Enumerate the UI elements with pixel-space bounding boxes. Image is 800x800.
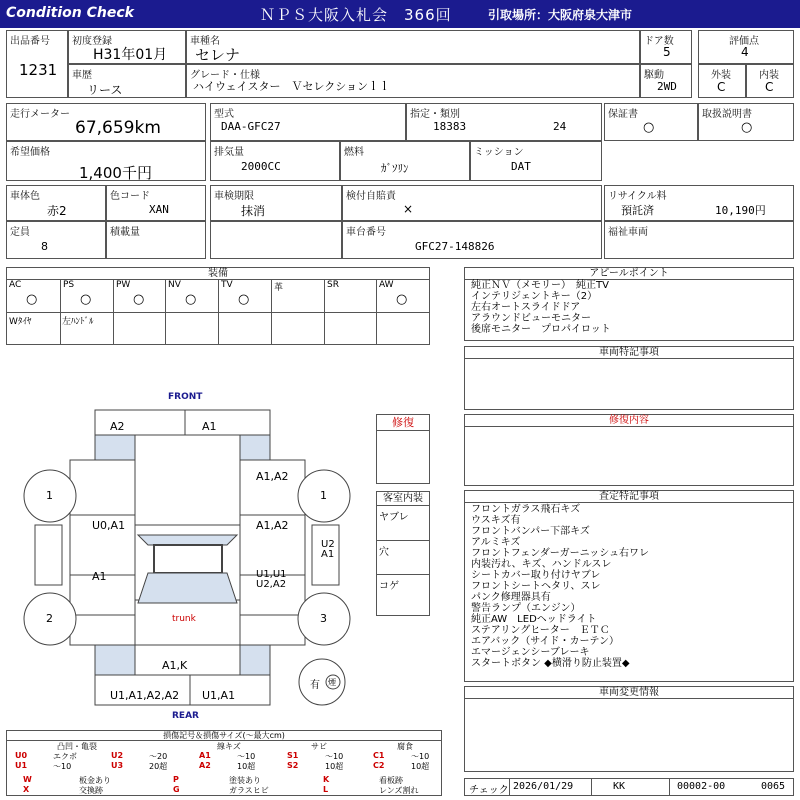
inspection-label: 車検期限 xyxy=(214,191,254,202)
mark-right-rear-door: U1,U1 U2,A2 xyxy=(256,569,287,590)
appeal-panel xyxy=(464,267,794,341)
mark-right-rail: U2 A1 xyxy=(321,539,335,560)
mark-wheel-front-right: 1 xyxy=(320,489,327,502)
blank-box xyxy=(210,221,342,259)
equipment-col-mark: ○ xyxy=(133,292,145,307)
first-registration-value: H31年01月 xyxy=(93,47,168,63)
legend-code: U3 xyxy=(111,761,124,770)
damage-legend xyxy=(6,730,442,796)
welfare-label: 福祉車両 xyxy=(608,227,648,238)
mission-label: ミッション xyxy=(474,147,524,158)
inspection-note-line: アルミキズ xyxy=(471,537,521,548)
welfare-box xyxy=(604,221,794,259)
legend-size: 〜10 xyxy=(53,762,72,771)
first-registration-label: 初度登録 xyxy=(72,36,112,47)
mark-front-bumper-right: A1 xyxy=(202,420,217,433)
capacity-label: 定員 xyxy=(10,227,30,238)
legend-size: 10超 xyxy=(325,762,344,771)
legend-code: G xyxy=(173,785,180,794)
inspection-note-line: フロントガラス飛石キズ xyxy=(471,504,581,515)
drive-label: 駆動 xyxy=(644,70,664,81)
recycle-status: 預託済 xyxy=(621,204,654,217)
car-name-value: セレナ xyxy=(195,46,241,64)
inspection-value: 抹消 xyxy=(241,204,266,218)
equipment-col-label: PW xyxy=(116,280,131,290)
special-notes-panel xyxy=(464,346,794,410)
legend-code: U2 xyxy=(111,751,124,760)
mark-left-rear-door: A1 xyxy=(92,570,107,583)
grade-label: グレード・仕様 xyxy=(190,70,260,81)
legend-group-corrosion: 腐食 xyxy=(397,742,413,751)
legend-code: A2 xyxy=(199,761,211,770)
equipment-col-mark: ○ xyxy=(238,292,250,307)
body-color-box xyxy=(6,185,106,221)
appeal-line: 後席モニター プロパイロット xyxy=(471,324,611,335)
front-label: FRONT xyxy=(168,392,203,402)
cabin-box-title: 客室内装 xyxy=(377,492,429,506)
mission-box xyxy=(470,141,602,181)
warranty-label: 保証書 xyxy=(608,109,638,120)
inspection-notes-panel xyxy=(464,490,794,682)
legend-meaning: ガラスヒビ xyxy=(229,786,269,795)
check-date: 2026/01/29 xyxy=(513,781,574,792)
appeal-line: 左右オートスライドドア xyxy=(471,302,581,313)
repair-content-title: 修復内容 xyxy=(465,415,793,427)
exterior-value: C xyxy=(717,80,726,94)
smoke-icon: 煙 xyxy=(328,678,336,687)
legend-code: P xyxy=(173,775,179,784)
score-value: 4 xyxy=(741,45,749,59)
fuel-box xyxy=(340,141,470,181)
designation-value-2: 24 xyxy=(553,120,567,133)
legend-code: U0 xyxy=(15,751,28,760)
legend-code: W xyxy=(23,775,32,784)
legend-group-scratch: 線キズ xyxy=(217,742,241,751)
mark-right-front-fender: A1,A2 xyxy=(256,470,289,483)
mileage-label: 走行メーター xyxy=(10,109,70,120)
equipment-left-handle: 左ﾊﾝﾄﾞﾙ xyxy=(62,317,94,327)
inspection-note-line: 内装汚れ、キズ、ハンドルスレ xyxy=(471,559,612,570)
doors-label: ドア数 xyxy=(644,36,674,47)
history-value: リース xyxy=(87,83,123,97)
score-box xyxy=(698,30,794,64)
legend-size: 10超 xyxy=(411,762,430,771)
manual-label: 取扱説明書 xyxy=(702,109,752,120)
legend-title: 損傷記号＆損傷サイズ(〜最大cm) xyxy=(7,731,441,741)
liability-value: × xyxy=(403,202,414,216)
capacity-value: 8 xyxy=(41,240,48,253)
liability-box xyxy=(342,185,602,221)
legend-size: 〜20 xyxy=(149,752,168,761)
history-label: 車歴 xyxy=(72,70,92,81)
score-label: 評価点 xyxy=(729,36,759,47)
cabin-item-burn: コゲ xyxy=(379,581,399,592)
equipment-col-1 xyxy=(60,280,113,312)
appeal-line: 純正ＮＶ（メモリー） 純正TV xyxy=(471,280,609,291)
repair-box xyxy=(376,414,430,484)
inspection-note-line: スタートボタン ◆横滑り防止装置◆ xyxy=(471,658,630,669)
inspection-note-line: エマージェンシーブレーキ xyxy=(471,647,590,658)
mileage-value: 67,659km xyxy=(75,118,161,138)
mark-right-front-door: A1,A2 xyxy=(256,519,289,532)
grade-value: ハイウェイスター Ｖセレクションｌｌ xyxy=(193,80,391,93)
appeal-line: アラウンドビューモニター xyxy=(471,313,591,324)
equipment-col-mark: ○ xyxy=(396,292,408,307)
color-code-value: XAN xyxy=(149,203,169,216)
chassis-value: GFC27-148826 xyxy=(415,240,495,253)
mark-front-bumper-left: A2 xyxy=(110,420,125,433)
equipment-col-label: PS xyxy=(63,280,75,290)
rear-label: REAR xyxy=(172,711,199,721)
capacity-box xyxy=(6,221,106,259)
equipment-title: 装備 xyxy=(7,268,429,280)
car-name-box xyxy=(186,30,640,64)
recycle-label: リサイクル料 xyxy=(608,191,667,202)
lot-number-box xyxy=(6,30,68,98)
footer-code-2: 0065 xyxy=(761,781,786,792)
body-color-value: 赤2 xyxy=(47,204,67,218)
equipment-col-2 xyxy=(113,280,166,312)
manual-box xyxy=(698,103,794,141)
body-color-label: 車体色 xyxy=(10,191,40,202)
mark-wheel-rear-right: 3 xyxy=(320,612,327,625)
exterior-label: 外装 xyxy=(711,70,731,81)
first-registration-box xyxy=(68,30,186,64)
price-label: 希望価格 xyxy=(10,147,50,158)
equipment-col-label: TV xyxy=(221,280,233,290)
legend-code: U1 xyxy=(15,761,28,770)
drive-value: 2WD xyxy=(657,80,677,93)
lot-number-label: 出品番号 xyxy=(10,36,50,47)
mark-wheel-rear-left: 2 xyxy=(46,612,53,625)
displacement-label: 排気量 xyxy=(214,147,244,158)
interior-value: C xyxy=(765,80,774,94)
legend-size: 20超 xyxy=(149,762,168,771)
drive-box xyxy=(640,64,692,98)
inspection-note-line: ウスキズ有 xyxy=(471,515,521,526)
inspection-note-line: 純正AW LEDヘッドライト xyxy=(471,614,597,625)
appeal-title: アピールポイント xyxy=(465,268,793,280)
mileage-box xyxy=(6,103,206,141)
legend-code: S1 xyxy=(287,751,299,760)
legend-size: 〜10 xyxy=(325,752,344,761)
inspection-notes-title: 査定特記事項 xyxy=(465,491,793,503)
designation-box xyxy=(406,103,602,141)
special-notes-title: 車両特記事項 xyxy=(465,347,793,359)
legend-code: X xyxy=(23,785,30,794)
mark-left-front-door: U0,A1 xyxy=(92,519,126,532)
inspection-note-line: シートカバー取り付けヤブレ xyxy=(471,570,601,581)
equipment-col-5 xyxy=(271,280,324,312)
equipment-col-label: 革 xyxy=(274,283,284,293)
inspection-note-line: フロントシートヘタリ、スレ xyxy=(471,581,601,592)
equipment-w-tire: Wﾀｲﾔ xyxy=(9,317,32,327)
load-label: 積載量 xyxy=(110,227,140,238)
smoke-label: 有 xyxy=(310,680,320,691)
chassis-label: 車台番号 xyxy=(346,227,386,238)
load-box xyxy=(106,221,206,259)
legend-code: C2 xyxy=(373,761,385,770)
doors-box xyxy=(640,30,692,64)
legend-meaning: 塗装あり xyxy=(229,776,261,785)
legend-code: L xyxy=(323,785,329,794)
legend-meaning: 看板跡 xyxy=(379,776,403,785)
mission-value: DAT xyxy=(511,160,531,173)
model-box xyxy=(210,103,406,141)
legend-size: 10超 xyxy=(237,762,256,771)
equipment-col-label: SR xyxy=(327,280,339,290)
equipment-col-label: NV xyxy=(168,280,181,290)
legend-size: 〜10 xyxy=(411,752,430,761)
liability-label: 検付自賠責 xyxy=(346,191,396,202)
manual-value: ○ xyxy=(741,120,753,135)
footer-bar xyxy=(464,778,794,796)
legend-code: C1 xyxy=(373,751,385,760)
equipment-col-6 xyxy=(324,280,377,312)
model-value: DAA-GFC27 xyxy=(221,120,281,133)
model-label: 型式 xyxy=(214,109,234,120)
equipment-col-mark: ○ xyxy=(80,292,92,307)
lot-number-value: 1231 xyxy=(19,61,58,79)
legend-code: K xyxy=(323,775,330,784)
inspection-note-line: パンク修理器具有 xyxy=(471,592,551,603)
inspection-box xyxy=(210,185,342,221)
legend-meaning: レンズ割れ xyxy=(379,786,419,795)
checker: KK xyxy=(613,781,626,792)
legend-code: S2 xyxy=(287,761,299,770)
auction-title: ＮＰＳ大阪入札会 366回 xyxy=(260,6,452,24)
condition-check-title: Condition Check xyxy=(6,5,134,21)
legend-code: A1 xyxy=(199,751,211,760)
warranty-box xyxy=(604,103,698,141)
displacement-box xyxy=(210,141,340,181)
equipment-col-label: AC xyxy=(9,280,22,290)
cabin-item-tear: ヤブレ xyxy=(379,512,409,523)
color-code-label: 色コード xyxy=(110,191,150,202)
equipment-col-7 xyxy=(376,280,429,312)
exterior-box xyxy=(698,64,746,98)
equipment-col-mark: ○ xyxy=(26,292,38,307)
recycle-box xyxy=(604,185,794,221)
fuel-label: 燃料 xyxy=(344,147,364,158)
warranty-value: ○ xyxy=(643,120,655,135)
change-info-title: 車両変更情報 xyxy=(465,687,793,699)
pickup-location: 引取場所：大阪府泉大津市 xyxy=(488,8,633,22)
price-box xyxy=(6,141,206,181)
designation-value-1: 18383 xyxy=(433,120,467,133)
legend-meaning: 交換跡 xyxy=(79,786,103,795)
check-label: チェック xyxy=(469,785,509,796)
mark-rear-center: A1,K xyxy=(162,659,188,672)
equipment-col-3 xyxy=(165,280,218,312)
inspection-note-line: 警告ランプ（エンジン） xyxy=(471,603,581,614)
interior-label: 内装 xyxy=(759,70,779,81)
repair-content-panel xyxy=(464,414,794,486)
equipment-col-label: AW xyxy=(379,280,394,290)
color-code-box xyxy=(106,185,206,221)
equipment-col-0 xyxy=(7,280,60,312)
legend-size: 〜10 xyxy=(237,752,256,761)
repair-box-title: 修復 xyxy=(377,415,429,431)
equipment-col-4 xyxy=(218,280,271,312)
chassis-box xyxy=(342,221,602,259)
interior-box xyxy=(746,64,794,98)
header-bar xyxy=(0,0,800,28)
appeal-line: インテリジェントキー（2） xyxy=(471,291,598,302)
legend-meaning: 板金あり xyxy=(79,776,111,785)
cabin-box xyxy=(376,491,430,616)
grade-box xyxy=(186,64,640,98)
doors-value: 5 xyxy=(663,45,671,59)
footer-code-1: 00002-00 xyxy=(677,781,726,792)
equipment-table xyxy=(6,267,430,345)
price-value: 1,400千円 xyxy=(79,164,152,182)
inspection-note-line: フロントフェンダーガーニッシュ右ワレ xyxy=(471,548,649,559)
legend-size: エクボ xyxy=(53,752,77,761)
inspection-note-line: ステアリングヒーター ＥＴＣ xyxy=(471,625,610,636)
equipment-col-mark: ○ xyxy=(185,292,197,307)
legend-group-rust: サビ xyxy=(311,742,327,751)
mark-wheel-front-left: 1 xyxy=(46,489,53,502)
designation-label: 指定・類別 xyxy=(410,109,460,120)
legend-group-dent: 凸凹・亀裂 xyxy=(57,742,97,751)
cabin-item-hole: 穴 xyxy=(379,547,389,558)
car-name-label: 車種名 xyxy=(190,36,220,47)
recycle-value: 10,190円 xyxy=(715,204,766,217)
mark-rear-bumper-right: U1,A1 xyxy=(202,689,236,702)
inspection-note-line: フロントバンパー下部キズ xyxy=(471,526,590,537)
mark-rear-bumper-left: U1,A1,A2,A2 xyxy=(110,689,180,702)
history-box xyxy=(68,64,186,98)
fuel-value: ｶﾞｿﾘﾝ xyxy=(381,162,409,175)
displacement-value: 2000CC xyxy=(241,160,281,173)
change-info-panel xyxy=(464,686,794,772)
inspection-note-line: エアバック（サイド・カーテン） xyxy=(471,636,619,647)
trunk-label: trunk xyxy=(172,614,196,624)
